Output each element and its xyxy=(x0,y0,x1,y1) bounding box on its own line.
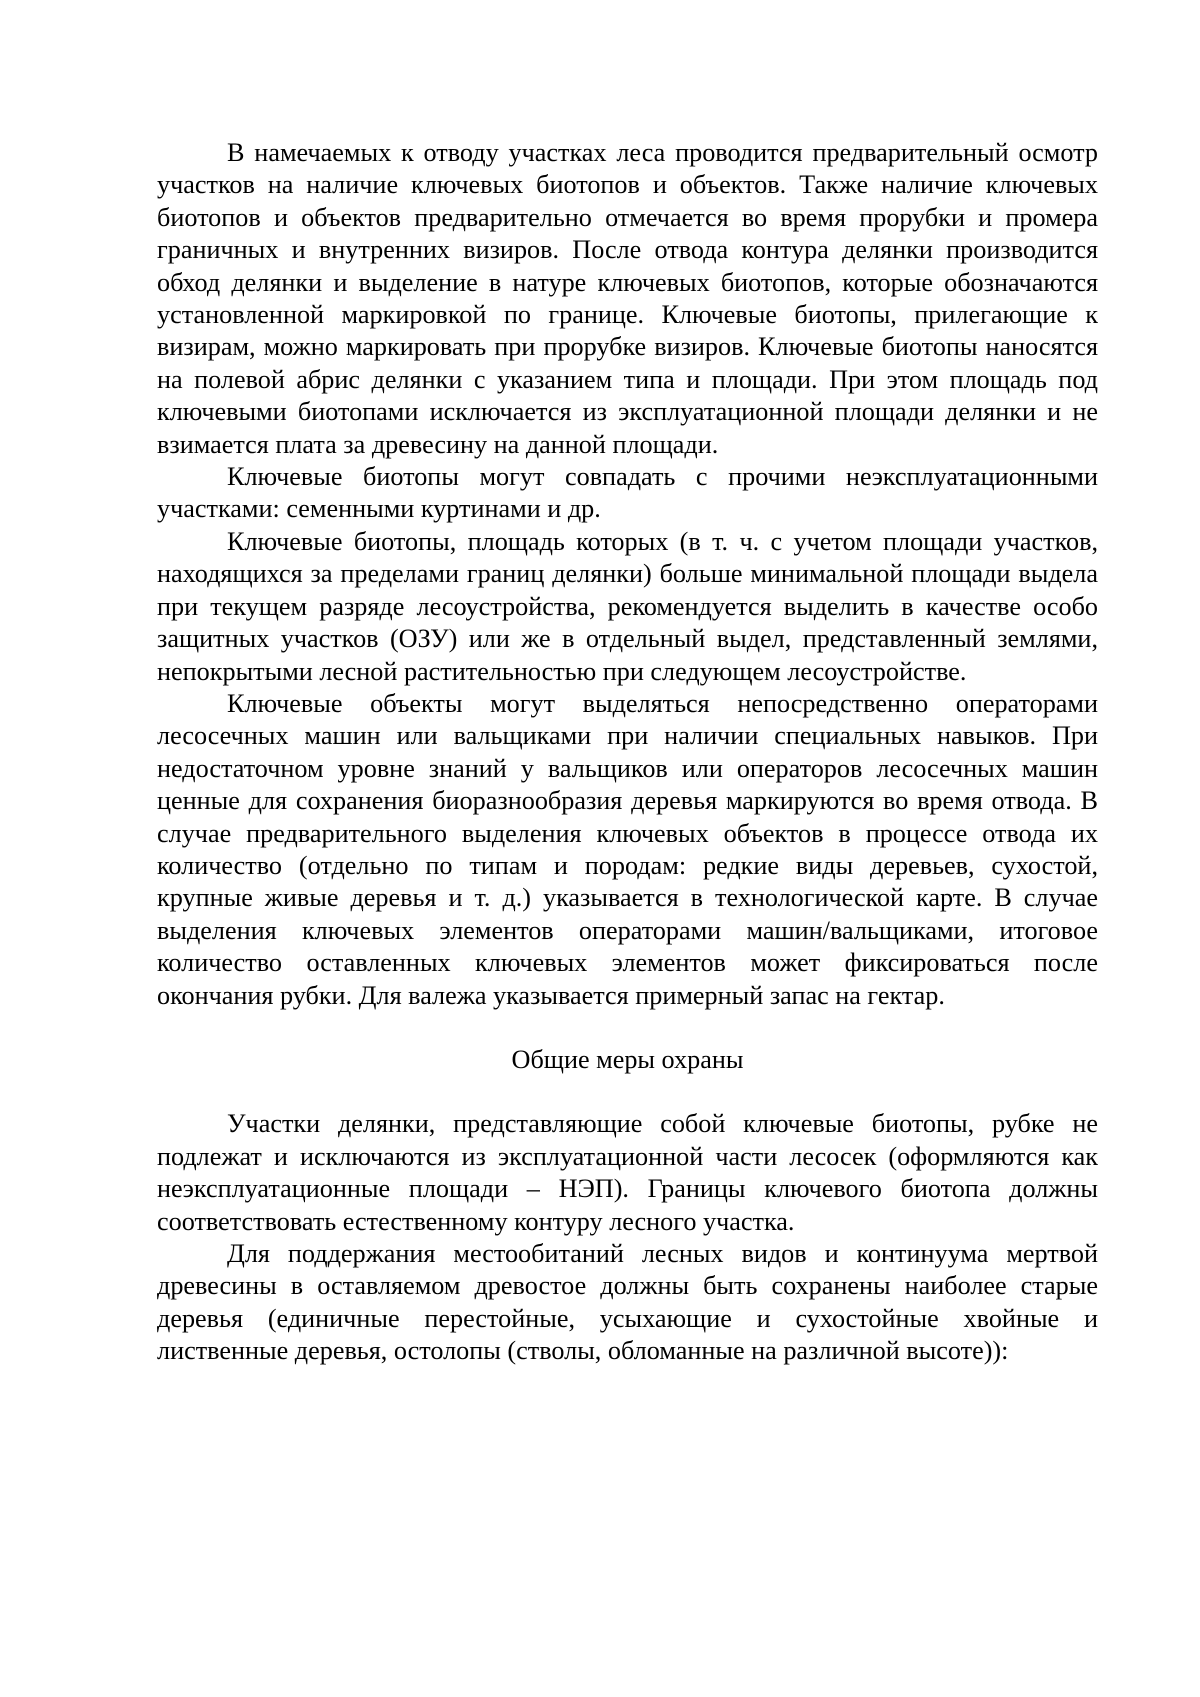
document-page xyxy=(157,137,1098,1368)
paragraph-protective-sites: Ключевые биотопы, площадь которых (в т. ч. с учетом площади участков, находящихся за пределами границ делянки) больше минимальной площади выдела при текущем разряде лесоустройства, рекомендуется выделить в качестве особо защитных участков (ОЗУ) или же в отдельный выдел, представленный землями, непокрытыми лесной растительностью при следующем лесоустройстве. xyxy=(157,526,1098,686)
paragraph-old-trees-retention: Для поддержания местообитаний лесных видов и континуума мертвой древесины в оставляемом древостое должны быть сохранены наиболее старые деревья (единичные перестойные, усыхающие и сухостойные хвойные и лиственные деревья, остолопы (стволы, обломанные на различной высоте)): xyxy=(157,1239,1098,1366)
paragraph-preliminary-survey: В намечаемых к отводу участках леса проводится предварительный осмотр участков на наличие ключевых биотопов и объектов. Также наличие ключевых биотопов и объектов предварительно отмечается во время прорубки и промера граничных и внутренних визиров. После отвода контура делянки производится обход делянки и выделение в натуре ключевых биотопов, которые обозначаются установленной маркировкой по границе. Ключевые биотопы, прилегающие к визирам, можно маркировать при прорубке визиров. Ключевые биотопы наносятся на полевой абрис делянки с указанием типа и площади. При этом площадь под ключевыми биотопами исключается из эксплуатационной площади делянки и не взимается плата за древесину на данной площади. xyxy=(157,138,1098,459)
paragraph-nonexploitable-areas: Ключевые биотопы могут совпадать с прочими неэксплуатационными участками: семенными куртинами и др. xyxy=(157,462,1098,524)
paragraph-key-objects: Ключевые объекты могут выделяться непосредственно операторами лесосечных машин или вальщиками при наличии специальных навыков. При недостаточном уровне знаний у вальщиков или операторов лесосечных машин ценные для сохранения биоразнообразия деревья маркируются во время отвода. В случае предварительного выделения ключевых объектов в процессе отвода их количество (отдельно по типам и породам: редкие виды деревьев, сухостой, крупные живые деревья и т. д.) указывается в технологической карте. В случае выделения ключевых элементов операторами машин/вальщиками, итоговое количество оставленных ключевых элементов может фиксироваться после окончания рубки. Для валежа указывается примерный запас на гектар. xyxy=(157,688,1098,1010)
section-heading: Общие меры охраны xyxy=(511,1044,744,1074)
paragraph-key-biotopes-protection: Участки делянки, представляющие собой ключевые биотопы, рубке не подлежат и исключаются из эксплуатационной части лесосек (оформляются как неэксплуатационные площади – НЭП). Границы ключевого биотопа должны соответствовать естественному контуру лесного участка. xyxy=(157,1109,1098,1236)
